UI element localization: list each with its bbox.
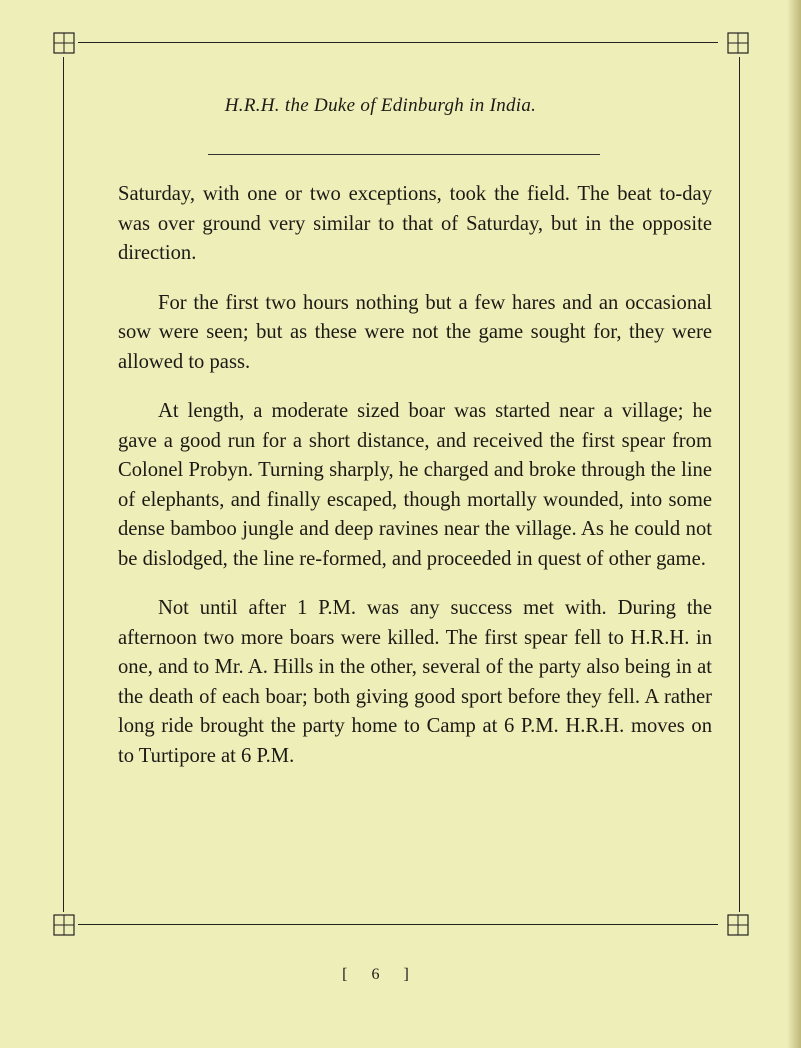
frame-left-rule	[63, 57, 64, 912]
frame-right-rule	[739, 57, 740, 912]
corner-ornament-bottom-right	[727, 914, 749, 936]
page-number: [ 6 ]	[342, 966, 419, 983]
frame-top-rule	[78, 42, 718, 43]
body-text	[118, 180, 712, 791]
corner-ornament-bottom-left	[53, 914, 75, 936]
paragraph-3: At length, a moderate sized boar was started near a village; he gave a good run for a short distance, and received the first spear from Colonel Probyn. Turning sharply, he charged and broke through the line of elephants, and finally escaped, though mortally wounded, into some dense bamboo jungle and deep ravines near the village. As he could not be dislodged, the line re-formed, and proceeded in quest of other game.	[118, 400, 712, 570]
running-head: H.R.H. the Duke of Edinburgh in India.	[224, 95, 537, 116]
paragraph-4: Not until after 1 P.M. was any success met with. During the afternoon two more boars were killed. The first spear fell to H.R.H. in one, and to Mr. A. Hills in the other, several of the party also being in at the death of each boar; both giving good sport before they fell. A rather long ride brought the party home to Camp at 6 P.M. H.R.H. moves on to Turtipore at 6 P.M.	[118, 597, 712, 767]
corner-ornament-top-right	[727, 32, 749, 54]
page-edge-shadow	[787, 0, 801, 1048]
corner-ornament-top-left	[53, 32, 75, 54]
frame-bottom-rule	[78, 924, 718, 925]
paragraph-1: Saturday, with one or two exceptions, took the field. The beat to-day was over ground very similar to that of Saturday, but in the opposite direction.	[118, 183, 712, 264]
paragraph-2: For the first two hours nothing but a few hares and an occasional sow were seen; but as these were not the game sought for, they were allowed to pass.	[118, 291, 712, 373]
head-rule	[208, 154, 600, 155]
